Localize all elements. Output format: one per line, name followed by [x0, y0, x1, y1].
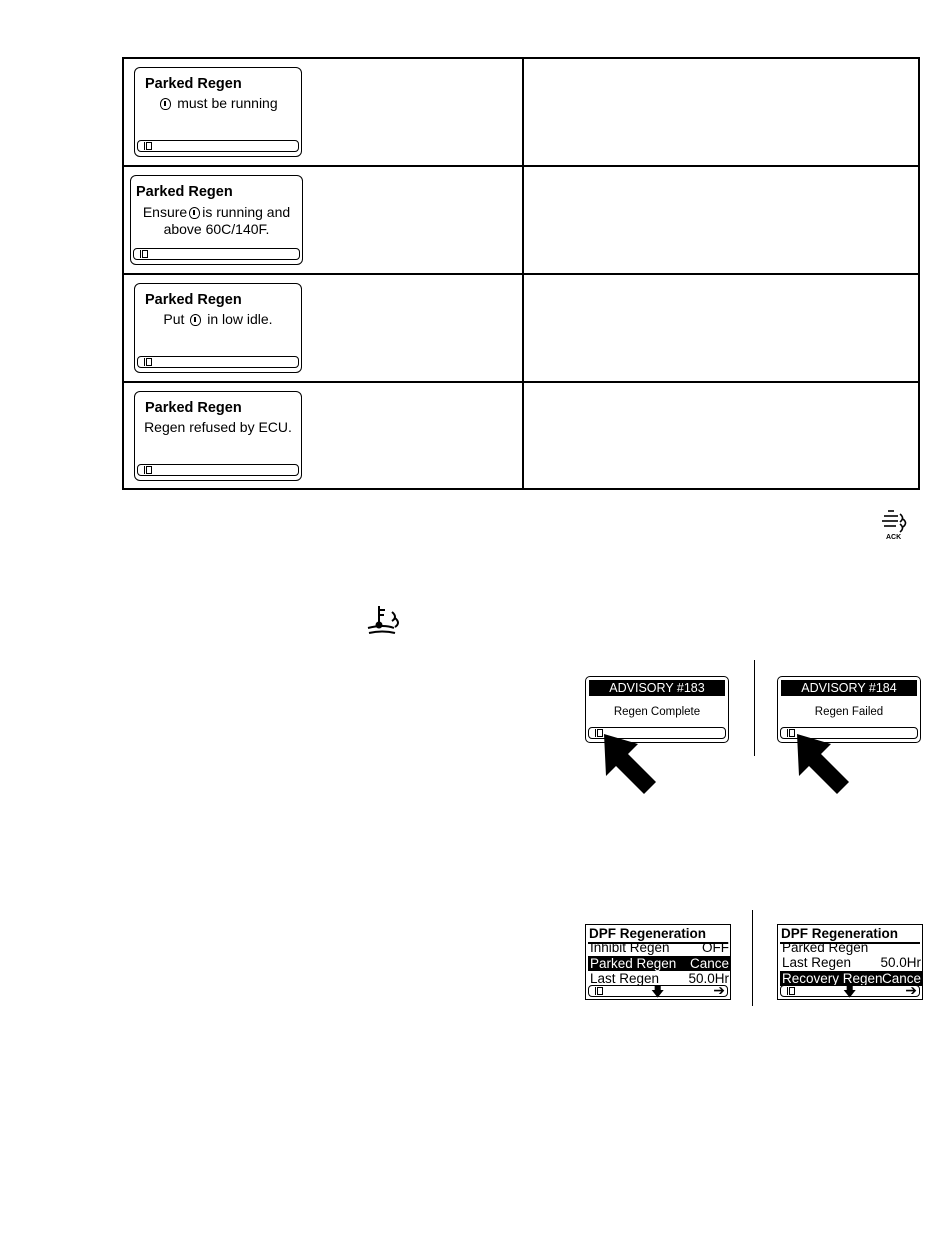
lcd-body: Regen refused by ECU. [144, 419, 292, 435]
softkey-bar [137, 356, 299, 368]
pointer-arrow-icon [600, 730, 660, 798]
lcd-title: Parked Regen [136, 184, 233, 200]
softkey-bar [588, 982, 728, 999]
menu-item[interactable]: Last Regen 50.0Hr [782, 955, 921, 970]
lcd-title: Parked Regen [145, 400, 242, 416]
separator [752, 910, 753, 1006]
engine-icon [190, 314, 201, 326]
exit-icon [146, 142, 152, 150]
dpf-menu-screen [585, 924, 731, 1000]
lcd-screen [134, 67, 302, 157]
arrow-right-icon[interactable]: ➔ [713, 982, 725, 998]
regen-message-table [122, 57, 920, 490]
lcd-screen [130, 175, 303, 265]
softkey-bar [133, 248, 300, 260]
engine-icon [189, 207, 200, 219]
ack-label: ACK [886, 534, 902, 540]
dpf-ack-icon [880, 508, 914, 540]
arrow-down-icon[interactable]: 🡇 [651, 984, 665, 999]
arrow-down-icon[interactable]: 🡇 [843, 984, 857, 999]
menu-item[interactable]: Parked Regen [782, 940, 869, 955]
menu-item[interactable]: Inhibit Regen OFF [590, 940, 729, 955]
dpf-menu-screen [777, 924, 923, 1000]
exit-icon [146, 358, 152, 366]
table-row [124, 59, 918, 167]
dpf-menu-title: DPF Regeneration [589, 926, 707, 941]
advisory-text: Regen Complete [613, 706, 701, 718]
table-row [124, 167, 918, 275]
exit-icon [142, 250, 148, 258]
lcd-body: Put in low idle. [163, 311, 273, 327]
lcd-title: Parked Regen [145, 292, 242, 308]
menu-item-selected[interactable]: Parked Regen Cance [590, 956, 729, 971]
exit-icon[interactable] [789, 987, 795, 995]
arrow-right-icon[interactable]: ➔ [905, 982, 917, 998]
lcd-screen [134, 283, 302, 373]
table-row [124, 383, 918, 488]
exit-icon [146, 466, 152, 474]
regen-high-temp-icon [366, 604, 404, 636]
exit-icon[interactable] [597, 987, 603, 995]
engine-icon [160, 98, 171, 110]
lcd-screen [134, 391, 302, 481]
menu-item[interactable]: Last Regen 50.0Hr [590, 971, 729, 986]
lcd-title: Parked Regen [145, 76, 242, 92]
advisory-text: Regen Failed [814, 706, 884, 718]
table-row [124, 275, 918, 383]
softkey-bar [137, 140, 299, 152]
advisory-header: ADVISORY #183 [589, 680, 725, 696]
advisory-header: ADVISORY #184 [781, 680, 917, 696]
pointer-arrow-icon [793, 730, 853, 798]
softkey-bar [780, 982, 920, 999]
softkey-bar [137, 464, 299, 476]
lcd-body: Ensure is running and above 60C/140F. [142, 204, 291, 237]
dpf-menu-title: DPF Regeneration [781, 926, 899, 941]
separator [754, 660, 755, 756]
menu-item-selected[interactable]: Recovery Regen Cance [782, 971, 921, 986]
lcd-body: must be running [135, 95, 301, 112]
